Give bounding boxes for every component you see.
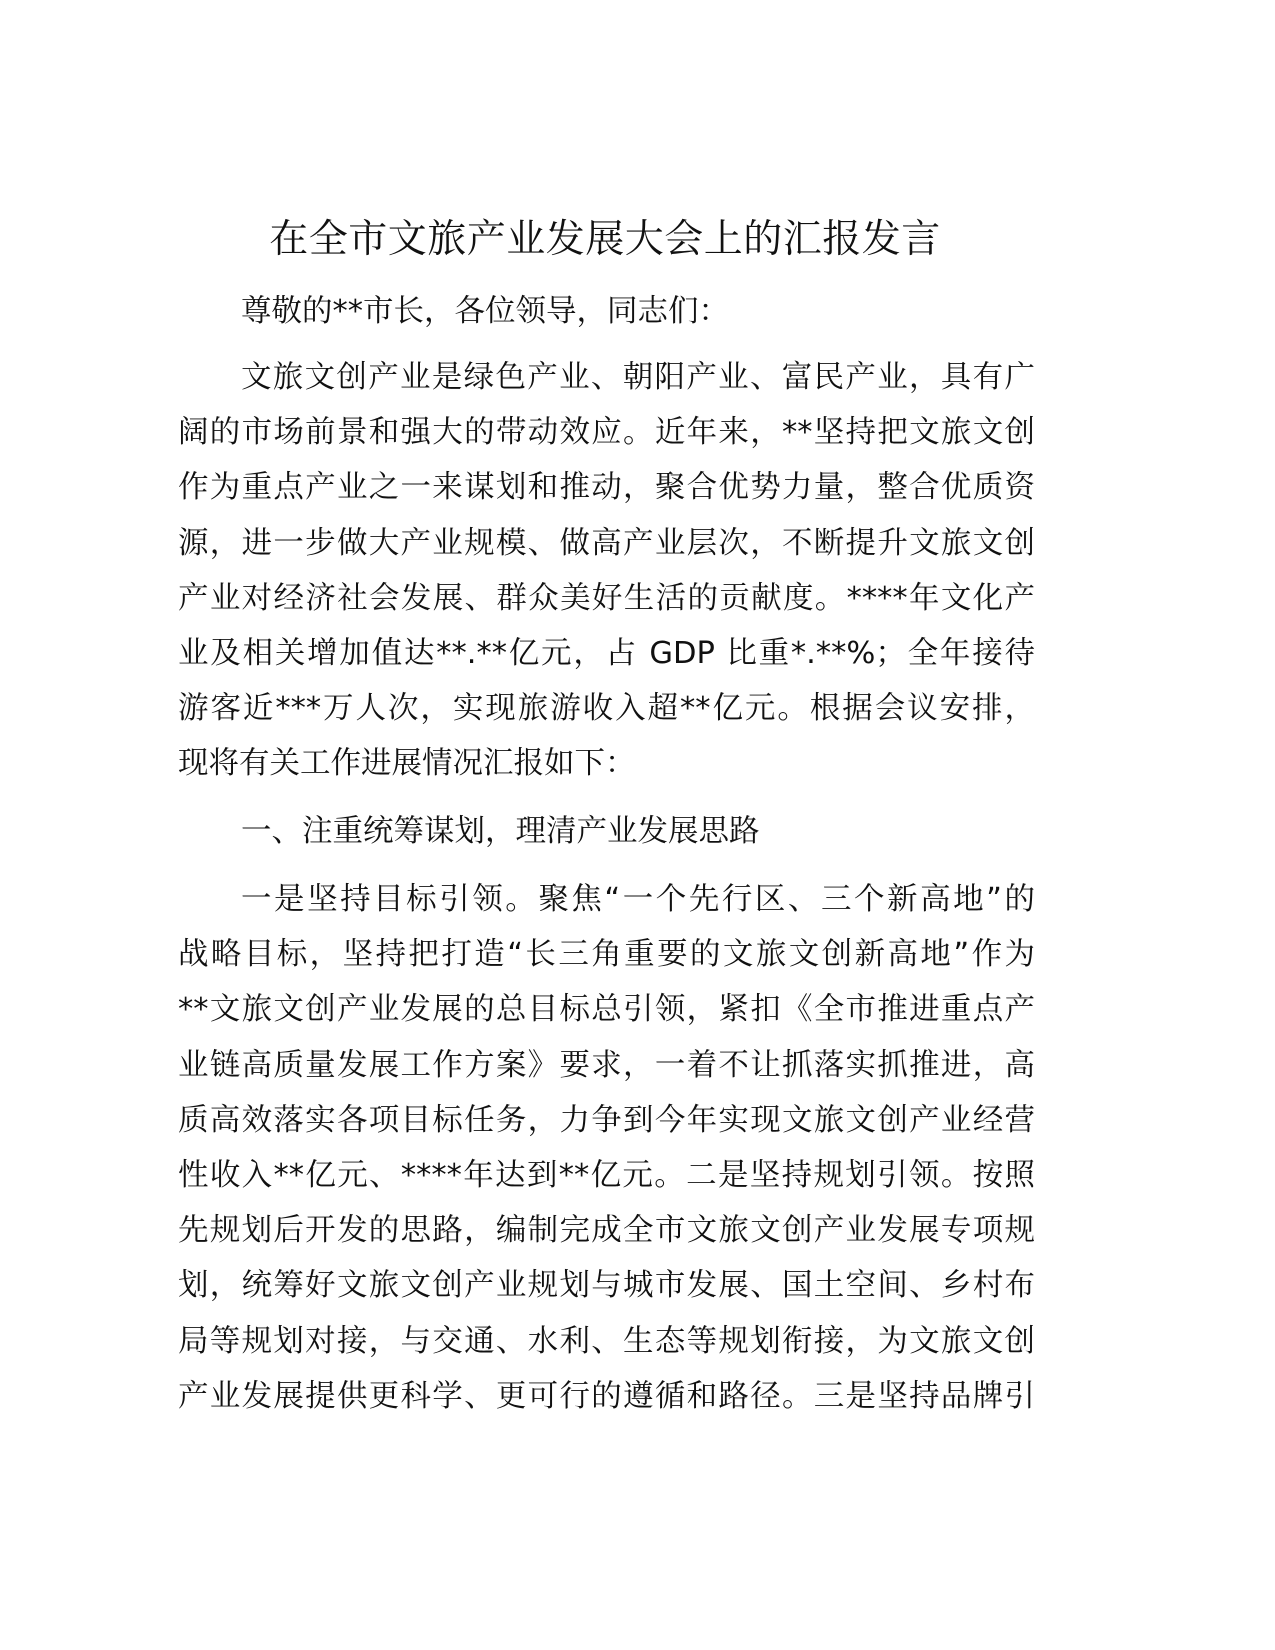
paragraph-section-1 — [178, 872, 1035, 1424]
paragraph-intro — [178, 350, 1035, 792]
paragraph-line: 局等规划对接，与交通、水利、生态等规划衔接，为文旅文创 — [178, 1323, 1035, 1359]
paragraph-line: 划，统筹好文旅文创产业规划与城市发展、国土空间、乡村布 — [178, 1268, 1035, 1304]
paragraph-line: 业及相关增加值达**.**亿元，占 GDP 比重*.**%；全年接待 — [178, 635, 1035, 671]
paragraph-line: 游客近***万人次，实现旅游收入超**亿元。根据会议安排， — [178, 691, 1035, 727]
paragraph-line: 现将有关工作进展情况汇报如下： — [178, 746, 636, 782]
paragraph-line: 性收入**亿元、****年达到**亿元。二是坚持规划引领。按照 — [178, 1157, 1035, 1193]
salutation-text: 尊敬的**市长，各位领导，同志们： — [241, 294, 729, 329]
paragraph-line: **文旅文创产业发展的总目标总引领，紧扣《全市推进重点产 — [178, 992, 1035, 1028]
paragraph-line: 作为重点产业之一来谋划和推动，聚合优势力量，整合优质资 — [178, 470, 1035, 506]
section-heading — [178, 804, 1035, 859]
paragraph-line: 产业对经济社会发展、群众美好生活的贡献度。****年文化产 — [178, 580, 1035, 616]
paragraph-line: 一是坚持目标引领。聚焦“一个先行区、三个新高地”的 — [241, 882, 1035, 917]
section-1-heading: 一、注重统筹谋划，理清产业发展思路 — [241, 814, 760, 849]
paragraph-line: 先规划后开发的思路，编制完成全市文旅文创产业发展专项规 — [178, 1213, 1035, 1249]
paragraph-line: 战略目标，坚持把打造“长三角重要的文旅文创新高地”作为 — [178, 937, 1035, 973]
paragraph-line: 质高效落实各项目标任务，力争到今年实现文旅文创产业经营 — [178, 1102, 1035, 1138]
paragraph-line: 源，进一步做大产业规模、做高产业层次，不断提升文旅文创 — [178, 525, 1035, 561]
document-title: 在全市文旅产业发展大会上的汇报发言 — [269, 217, 941, 262]
paragraph-line: 业链高质量发展工作方案》要求，一着不让抓落实抓推进，高 — [178, 1047, 1035, 1083]
paragraph-line: 阔的市场前景和强大的带动效应。近年来，**坚持把文旅文创 — [178, 415, 1035, 451]
paragraph-line: 产业发展提供更科学、更可行的遵循和路径。三是坚持品牌引 — [178, 1378, 1035, 1414]
salutation — [178, 284, 1035, 339]
paragraph-line: 文旅文创产业是绿色产业、朝阳产业、富民产业，具有广 — [241, 360, 1035, 395]
